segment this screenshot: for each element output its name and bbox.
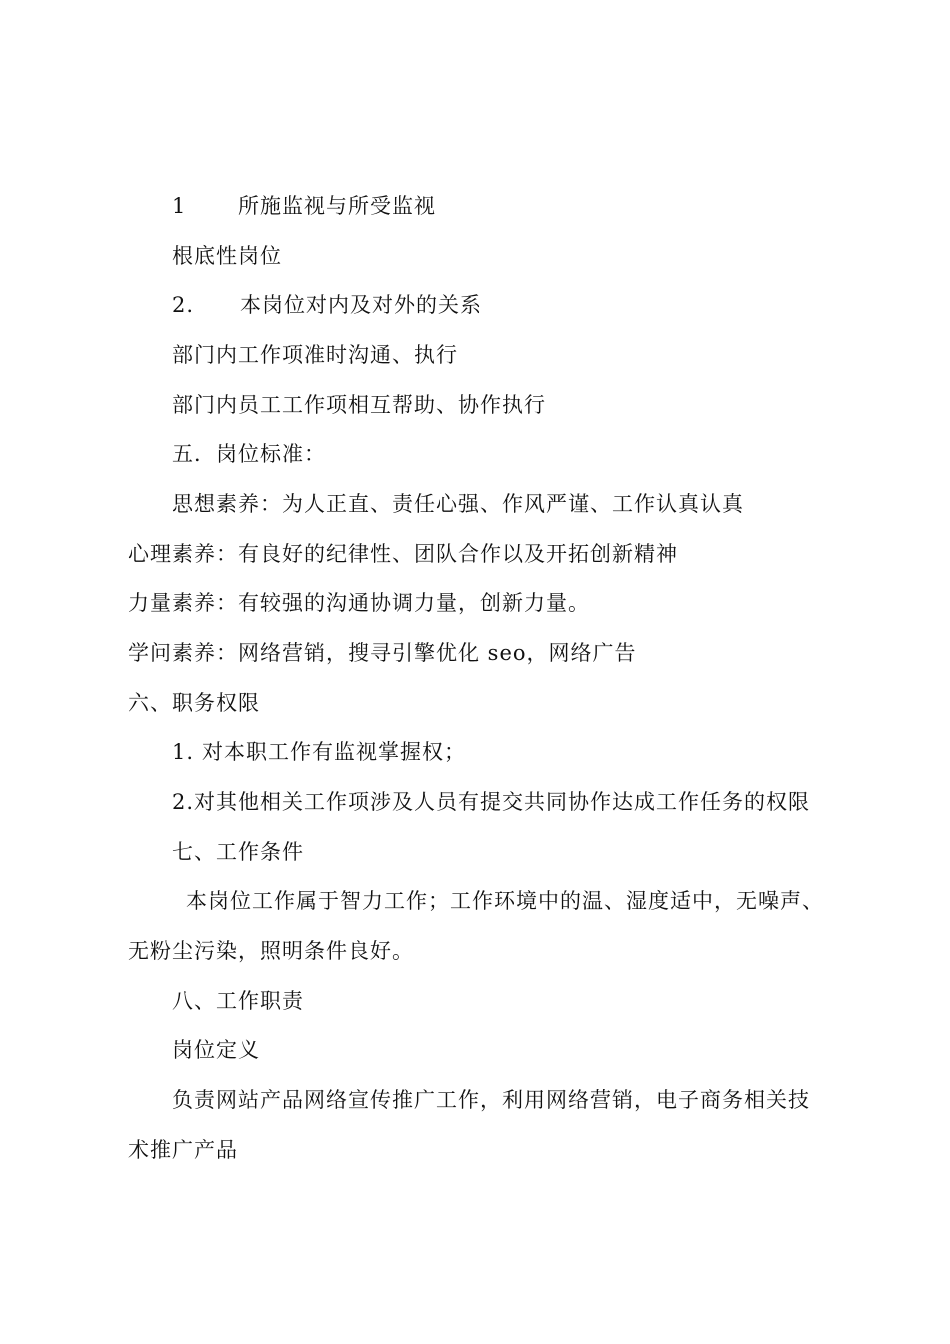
section-heading-duties: 八、工作职责: [172, 989, 304, 1013]
paragraph-text: 对本职工作有监视掌握权；: [202, 740, 466, 764]
paragraph: 负责网站产品网络宣传推广工作，利用网络营销，电子商务相关技: [172, 1088, 810, 1112]
list-item-authority-2: 2.对其他相关工作项涉及人员有提交共同协作达成工作任务的权限: [172, 790, 811, 814]
list-number: 1: [172, 194, 187, 218]
paragraph: 思想素养：为人正直、责任心强、作风严谨、工作认真认真: [172, 492, 744, 516]
paragraph: 岗位定义: [172, 1038, 260, 1062]
list-number: 1.: [172, 740, 195, 764]
paragraph-text: 所施监视与所受监视: [238, 194, 436, 218]
list-number: 2.: [172, 293, 195, 317]
list-item-authority-1: [172, 739, 466, 765]
paragraph: 部门内工作项准时沟通、执行: [172, 343, 458, 367]
section-heading-conditions: 七、工作条件: [172, 840, 304, 864]
paragraph: 心理素养：有良好的纪律性、团队合作以及开拓创新精神: [128, 542, 678, 566]
list-item-monitoring: [172, 193, 436, 219]
paragraph: 力量素养：有较强的沟通协调力量，创新力量。: [128, 591, 590, 615]
paragraph: 学问素养：网络营销，搜寻引擎优化 seo，网络广告: [128, 641, 637, 665]
paragraph: 部门内员工工作项相互帮助、协作执行: [172, 393, 546, 417]
paragraph: 术推广产品: [128, 1138, 238, 1162]
section-heading-authority: 六、职务权限: [128, 691, 260, 715]
list-item-relations: [172, 292, 482, 318]
paragraph: 根底性岗位: [172, 244, 282, 268]
paragraph-text: 本岗位对内及对外的关系: [240, 293, 482, 317]
paragraph: 本岗位工作属于智力工作；工作环境中的温、湿度适中，无噪声、: [186, 889, 824, 913]
paragraph: 无粉尘污染，照明条件良好。: [128, 939, 414, 963]
section-heading-standards: 五．岗位标准：: [172, 442, 326, 466]
